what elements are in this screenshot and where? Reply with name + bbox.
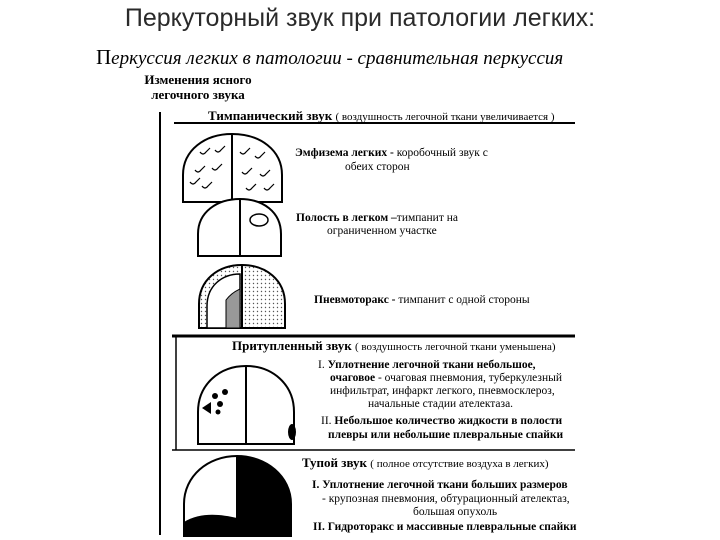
tympanic-header: Тимпанический звук ( воздушность легочной ткани увеличивается ) <box>208 108 555 123</box>
page-title: Перкуторный звук при патологии легких: <box>124 4 596 32</box>
dull-item1-line3: большая опухоль <box>413 506 498 518</box>
page-subtitle: Перкуссия легких в патологии - сравнительная перкуссия <box>96 45 564 69</box>
pneumothorax-lung-drawing <box>196 262 288 332</box>
dulled-lung-drawing <box>194 362 300 446</box>
dulled-header: Притупленный звук ( воздушность легочной ткани уменьшена) <box>232 338 556 353</box>
dulled-item1-line3: инфильтрат, инфаркт легкого, пневмосклероз, <box>330 385 555 397</box>
dull-lung-drawing <box>180 452 295 538</box>
pneumothorax-text: Пневмоторакс - тимпанит с одной стороны <box>314 294 530 306</box>
dulled-item1-title: I. Уплотнение легочной ткани небольшое, <box>318 359 536 371</box>
emphysema-lung-drawing <box>180 130 290 205</box>
emphysema-text: Эмфизема легких - коробочный звук с <box>295 147 488 159</box>
header-text: Изменения ясного легочного звука <box>144 72 252 102</box>
dull-item1-title: I. Уплотнение легочной ткани больших размеров <box>312 479 568 491</box>
cavity-text: Полость в легком –тимпанит на <box>296 212 458 224</box>
emphysema-text-line2: обеих сторон <box>345 161 410 173</box>
dulled-item2-title: II. Небольшое количество жидкости в полости <box>321 415 563 427</box>
dulled-item1-line2: очаговое - очаговая пневмония, туберкулезный <box>330 372 563 384</box>
dull-item1-line2: - крупозная пневмония, обтурационный ателектаз, <box>322 493 570 505</box>
dull-item2-title: II. Гидроторакс и массивные плевральные спайки <box>313 521 577 533</box>
cavity-text-line2: ограниченном участке <box>327 225 437 237</box>
cavity-lung-drawing <box>195 196 285 258</box>
dull-header: Тупой звук ( полное отсутствие воздуха в легких) <box>302 455 549 470</box>
dulled-item2-line2: плевры или небольшие плевральные спайки <box>328 429 564 441</box>
dulled-item1-line4: начальные стадии ателектаза. <box>368 398 514 410</box>
